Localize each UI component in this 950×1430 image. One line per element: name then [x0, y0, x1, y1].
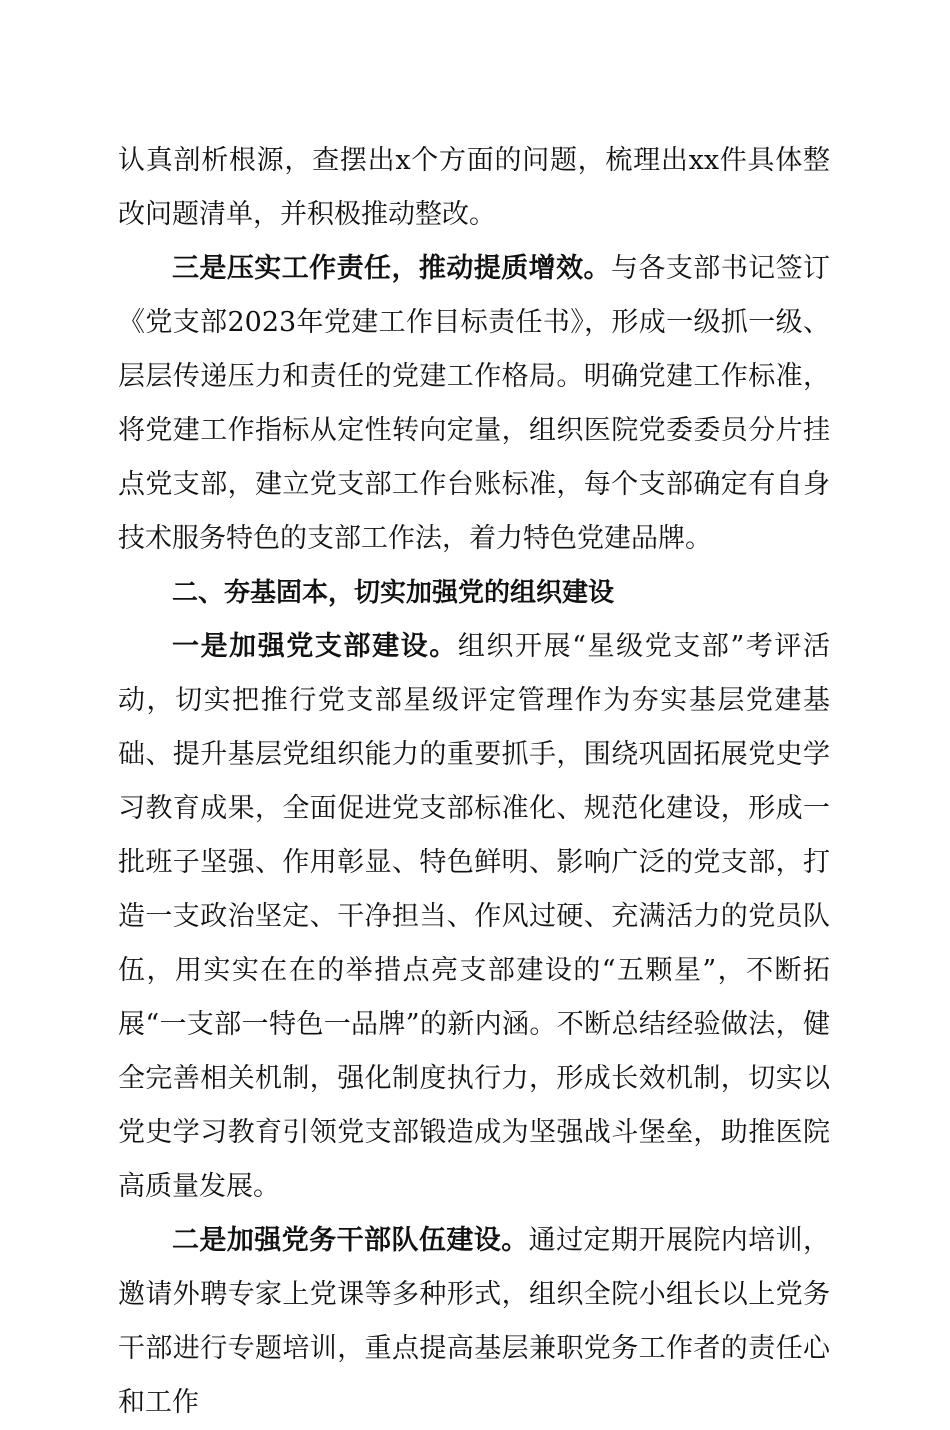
- paragraph-text: 与各支部书记签订《党支部2023年党建工作目标责任书》，形成一级抓一级、层层传递压力和责任的党建工作格局。明确党建工作标准，将党建工作指标从定性转向定量，组织医院党委委员分片挂点党支部，建立党支部工作台账标准，每个支部确定有自身技术服务特色的支部工作法，着力特色党建品牌。: [118, 253, 831, 554]
- paragraph-text: 认真剖析根源，查摆出x个方面的问题，梳理出xx件具体整改问题清单，并积极推动整改。: [118, 145, 830, 230]
- section-heading: 二、夯基固本，切实加强党的组织建设: [172, 578, 615, 608]
- paragraph-text: 组织开展“星级党支部”考评活动，切实把推行党支部星级评定管理作为夯实基层党建基础、提升基层党组织能力的重要抓手，围绕巩固拓展党史学习教育成果，全面促进党支部标准化、规范化建设，形成一批班子坚强、作用彰显、特色鲜明、影响广泛的党支部，打造一支政治坚定、干净担当、作风过硬、充满活力的党员队伍，用实实在在的举措点亮支部建设的“五颗星”，不断拓展“一支部一特色一品牌”的新内涵。不断总结经验做法，健全完善相关机制，强化制度执行力，形成长效机制，切实以党史学习教育引领党支部锻造成为坚强战斗堡垒，助推医院高质量发展。: [118, 631, 831, 1202]
- paragraph-work-responsibility: [118, 242, 830, 566]
- paragraph-lead: 一是加强党支部建设。: [172, 631, 458, 662]
- document-page: [118, 134, 830, 1430]
- paragraph-lead: 二是加强党务干部队伍建设。: [172, 1225, 529, 1256]
- paragraph-cadre-building: [118, 1214, 830, 1430]
- paragraph-lead: 三是压实工作责任，推动提质增效。: [172, 253, 611, 284]
- paragraph-text: 通过定期开展院内培训，邀请外聘专家上党课等多种形式，组织全院小组长以上党务干部进行专题培训，重点提高基层兼职党务工作者的责任心和工作: [118, 1225, 831, 1418]
- paragraph-continuation: [118, 134, 830, 242]
- paragraph-branch-building: [118, 620, 830, 1214]
